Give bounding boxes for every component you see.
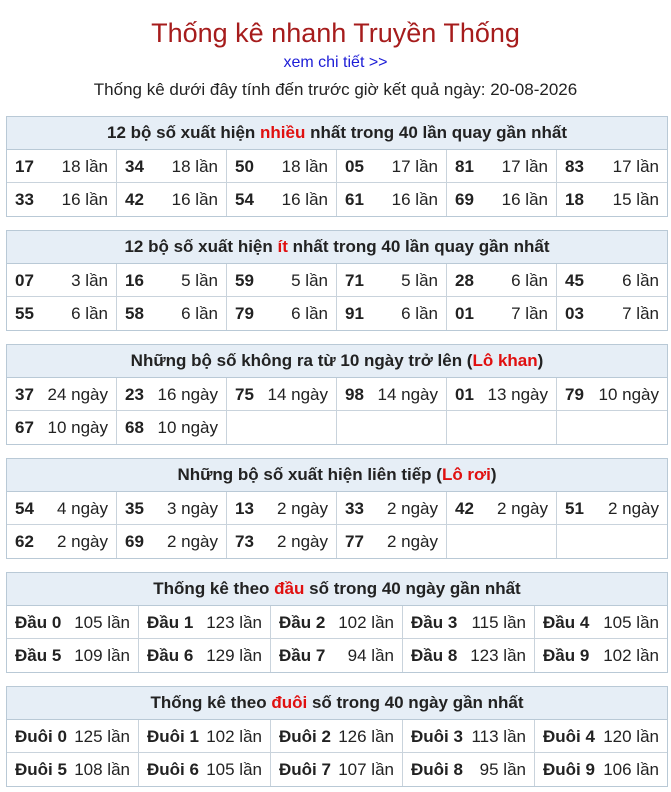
title-highlight: nhiều <box>260 123 306 142</box>
stat-cell <box>447 492 557 525</box>
stat-count: 102 lần <box>206 727 262 746</box>
stat-number: 05 <box>345 157 364 176</box>
stat-count: 107 lần <box>338 760 394 779</box>
stat-cell <box>535 606 667 639</box>
stat-number: Đuôi 0 <box>15 727 67 746</box>
stat-cell <box>271 639 403 672</box>
title-text: số trong 40 ngày gần nhất <box>304 579 521 598</box>
stat-count: 16 lần <box>391 190 438 209</box>
stat-number: 61 <box>345 190 364 209</box>
stat-number: 35 <box>125 499 144 518</box>
stat-number: 16 <box>125 271 144 290</box>
stat-count: 14 ngày <box>267 385 328 404</box>
stat-cell <box>337 183 447 216</box>
stat-cell <box>447 183 557 216</box>
stat-count: 2 ngày <box>166 532 218 551</box>
stat-cell <box>403 720 535 753</box>
stat-count: 95 lần <box>479 760 526 779</box>
stat-count: 6 lần <box>622 271 659 290</box>
stat-count: 2 ngày <box>276 532 328 551</box>
stat-count: 2 ngày <box>607 499 659 518</box>
stat-count: 17 lần <box>501 157 548 176</box>
stat-number: 37 <box>15 385 34 404</box>
stat-cell <box>337 150 447 183</box>
stat-number: 69 <box>455 190 474 209</box>
stat-cell <box>117 150 227 183</box>
stat-cell <box>117 525 227 558</box>
stat-number: 79 <box>565 385 584 404</box>
stat-cell <box>139 753 271 786</box>
stat-count: 24 ngày <box>47 385 108 404</box>
stat-cell <box>117 183 227 216</box>
stat-count: 16 ngày <box>157 385 218 404</box>
stat-cell <box>7 720 139 753</box>
stat-cell <box>557 264 667 297</box>
stat-cell <box>117 264 227 297</box>
stat-number: 67 <box>15 418 34 437</box>
stat-number: 79 <box>235 304 254 323</box>
stat-count: 7 lần <box>511 304 548 323</box>
stat-count: 5 lần <box>291 271 328 290</box>
stat-cell <box>227 378 337 411</box>
stat-number: Đầu 6 <box>147 646 194 665</box>
stat-count: 102 lần <box>603 646 659 665</box>
title-text: nhất trong 40 lần quay gần nhất <box>287 237 550 256</box>
stat-cell <box>447 411 557 444</box>
title-text: Những bộ số xuất hiện liên tiếp ( <box>177 465 442 484</box>
stat-number: 01 <box>455 304 474 323</box>
stat-number: Đuôi 1 <box>147 727 199 746</box>
stat-number: 33 <box>15 190 34 209</box>
stat-number: 71 <box>345 271 364 290</box>
stat-count: 123 lần <box>206 613 262 632</box>
section-title <box>7 117 667 150</box>
stat-cell <box>227 411 337 444</box>
stat-number: 28 <box>455 271 474 290</box>
stats-grid <box>7 606 667 672</box>
stat-cell <box>447 264 557 297</box>
stat-number: Đuôi 9 <box>543 760 595 779</box>
stat-count: 10 ngày <box>157 418 218 437</box>
stat-count: 106 lần <box>603 760 659 779</box>
stat-count: 10 ngày <box>47 418 108 437</box>
stat-count: 105 lần <box>74 613 130 632</box>
stat-cell <box>403 639 535 672</box>
stat-count: 6 lần <box>71 304 108 323</box>
stat-cell <box>447 525 557 558</box>
stat-count: 10 ngày <box>598 385 659 404</box>
stat-count: 2 ngày <box>496 499 548 518</box>
stat-count: 13 ngày <box>487 385 548 404</box>
stat-number: Đầu 0 <box>15 613 62 632</box>
stat-count: 115 lần <box>471 613 526 632</box>
stat-number: Đầu 4 <box>543 613 590 632</box>
stat-number: Đuôi 2 <box>279 727 331 746</box>
stat-number: 81 <box>455 157 474 176</box>
title-text: số trong 40 ngày gần nhất <box>307 693 524 712</box>
stat-number: 83 <box>565 157 584 176</box>
stat-cell <box>139 720 271 753</box>
stat-number: 75 <box>235 385 254 404</box>
stat-count: 16 lần <box>61 190 108 209</box>
stat-count: 2 ngày <box>386 499 438 518</box>
stat-count: 6 lần <box>181 304 218 323</box>
stat-cell <box>227 150 337 183</box>
stat-cell <box>557 525 667 558</box>
stat-cell <box>227 264 337 297</box>
title-text: 12 bộ số xuất hiện <box>124 237 278 256</box>
stat-count: 6 lần <box>401 304 438 323</box>
stat-cell <box>447 297 557 330</box>
stat-number: 34 <box>125 157 144 176</box>
stat-cell <box>535 639 667 672</box>
stat-cell <box>7 150 117 183</box>
title-highlight: Lô khan <box>472 351 538 370</box>
stat-cell <box>227 492 337 525</box>
stat-number: 91 <box>345 304 364 323</box>
stat-cell <box>403 753 535 786</box>
stat-number: 13 <box>235 499 254 518</box>
stat-number: 59 <box>235 271 254 290</box>
stat-cell <box>535 753 667 786</box>
stat-cell <box>7 639 139 672</box>
stat-count: 17 lần <box>612 157 659 176</box>
section-lo-roi <box>6 458 668 559</box>
section-head-digit <box>6 572 668 673</box>
section-least-frequent <box>6 230 668 331</box>
stat-cell <box>557 492 667 525</box>
stat-cell <box>535 720 667 753</box>
title-text: Những bộ số không ra từ 10 ngày trở lên ( <box>130 351 473 370</box>
stat-number: 98 <box>345 385 364 404</box>
stat-cell <box>447 150 557 183</box>
section-title <box>7 231 667 264</box>
title-text: Thống kê theo <box>153 579 275 598</box>
stat-count: 16 lần <box>281 190 328 209</box>
stat-number: 68 <box>125 418 144 437</box>
stat-cell <box>139 639 271 672</box>
stat-count: 4 ngày <box>56 499 108 518</box>
section-tail-digit <box>6 686 668 787</box>
stat-cell <box>227 525 337 558</box>
stat-cell <box>7 606 139 639</box>
stat-count: 6 lần <box>291 304 328 323</box>
stat-count: 109 lần <box>74 646 130 665</box>
stat-number: 03 <box>565 304 584 323</box>
stat-cell <box>337 297 447 330</box>
stat-count: 17 lần <box>391 157 438 176</box>
stats-grid <box>7 264 667 330</box>
stat-cell <box>557 150 667 183</box>
stat-number: Đầu 1 <box>147 613 194 632</box>
stat-count: 7 lần <box>622 304 659 323</box>
stat-cell <box>337 411 447 444</box>
stat-number: 62 <box>15 532 34 551</box>
stat-cell <box>117 411 227 444</box>
stat-number: Đuôi 7 <box>279 760 331 779</box>
stat-count: 6 lần <box>511 271 548 290</box>
stat-count: 94 lần <box>347 646 394 665</box>
stat-number: 23 <box>125 385 144 404</box>
stat-count: 129 lần <box>206 646 262 665</box>
stat-number: Đuôi 3 <box>411 727 463 746</box>
stat-cell <box>227 183 337 216</box>
stat-number: Đầu 9 <box>543 646 590 665</box>
title-highlight: ít <box>277 237 288 256</box>
stat-count: 14 ngày <box>377 385 438 404</box>
stat-number: 45 <box>565 271 584 290</box>
stat-number: 77 <box>345 532 364 551</box>
title-highlight: đuôi <box>271 693 308 712</box>
stat-cell <box>337 525 447 558</box>
stat-number: 58 <box>125 304 144 323</box>
stat-cell <box>557 297 667 330</box>
title-text: ) <box>537 351 544 370</box>
section-title <box>7 687 667 720</box>
page-header <box>0 0 671 101</box>
stat-number: 33 <box>345 499 364 518</box>
page-title: Thống kê nhanh Truyền Thống <box>151 18 520 48</box>
stat-number: 18 <box>565 190 584 209</box>
stat-cell <box>227 297 337 330</box>
stat-cell <box>117 492 227 525</box>
stat-cell <box>139 606 271 639</box>
stat-cell <box>557 411 667 444</box>
stat-count: 2 ngày <box>386 532 438 551</box>
stats-grid <box>7 492 667 558</box>
stat-cell <box>7 525 117 558</box>
stat-number: 73 <box>235 532 254 551</box>
stat-count: 16 lần <box>501 190 548 209</box>
stat-number: 07 <box>15 271 34 290</box>
section-most-frequent <box>6 116 668 217</box>
stat-cell <box>557 183 667 216</box>
title-text: nhất trong 40 lần quay gần nhất <box>305 123 568 142</box>
stat-cell <box>7 264 117 297</box>
stat-count: 3 lần <box>71 271 108 290</box>
stat-count: 18 lần <box>171 157 218 176</box>
stat-count: 3 ngày <box>166 499 218 518</box>
stat-number: Đầu 2 <box>279 613 326 632</box>
stat-number: Đuôi 5 <box>15 760 67 779</box>
stat-cell <box>117 378 227 411</box>
stat-count: 5 lần <box>401 271 438 290</box>
stat-number: 42 <box>455 499 474 518</box>
stat-count: 2 ngày <box>276 499 328 518</box>
stat-cell <box>7 378 117 411</box>
stat-number: Đầu 3 <box>411 613 458 632</box>
stat-cell <box>337 492 447 525</box>
stat-number: Đuôi 4 <box>543 727 595 746</box>
stat-number: Đầu 5 <box>15 646 62 665</box>
stat-count: 18 lần <box>61 157 108 176</box>
page-subtitle: Thống kê dưới đây tính đến trước giờ kết quả ngày: 20-08-2026 <box>93 80 578 99</box>
title-highlight: đầu <box>274 579 305 598</box>
stat-number: 54 <box>15 499 34 518</box>
stat-number: 17 <box>15 157 34 176</box>
details-link[interactable]: xem chi tiết >> <box>283 54 388 71</box>
stat-count: 2 ngày <box>56 532 108 551</box>
stat-cell <box>7 753 139 786</box>
stat-cell <box>7 411 117 444</box>
stat-count: 5 lần <box>181 271 218 290</box>
stat-number: 50 <box>235 157 254 176</box>
stat-count: 120 lần <box>603 727 659 746</box>
stat-cell <box>271 753 403 786</box>
stats-grid <box>7 150 667 216</box>
title-text: 12 bộ số xuất hiện <box>106 123 261 142</box>
stat-number: 51 <box>565 499 584 518</box>
stat-number: 54 <box>235 190 254 209</box>
section-title <box>7 459 667 492</box>
stat-cell <box>7 297 117 330</box>
stat-count: 126 lần <box>338 727 394 746</box>
stat-count: 105 lần <box>603 613 659 632</box>
stat-count: 15 lần <box>612 190 659 209</box>
stat-cell <box>337 378 447 411</box>
stat-number: Đuôi 6 <box>147 760 199 779</box>
stat-count: 125 lần <box>74 727 130 746</box>
stats-grid <box>7 378 667 444</box>
stat-cell <box>403 606 535 639</box>
section-lo-khan <box>6 344 668 445</box>
section-title <box>7 345 667 378</box>
stat-number: Đầu 8 <box>411 646 458 665</box>
stat-count: 16 lần <box>171 190 218 209</box>
stat-count: 113 lần <box>471 727 526 746</box>
title-text: ) <box>490 465 497 484</box>
stat-cell <box>7 492 117 525</box>
stat-number: Đầu 7 <box>279 646 326 665</box>
stats-grid <box>7 720 667 786</box>
stat-cell <box>337 264 447 297</box>
stat-cell <box>447 378 557 411</box>
stat-cell <box>557 378 667 411</box>
title-highlight: Lô rơi <box>441 465 491 484</box>
stat-count: 102 lần <box>338 613 394 632</box>
stat-cell <box>271 606 403 639</box>
stat-number: 69 <box>125 532 144 551</box>
stat-number: 01 <box>455 385 474 404</box>
stat-cell <box>117 297 227 330</box>
stat-cell <box>271 720 403 753</box>
stat-number: 55 <box>15 304 34 323</box>
title-text: Thống kê theo <box>150 693 272 712</box>
stat-cell <box>7 183 117 216</box>
stat-count: 108 lần <box>74 760 130 779</box>
stat-count: 105 lần <box>206 760 262 779</box>
section-title <box>7 573 667 606</box>
stat-count: 123 lần <box>470 646 526 665</box>
stat-number: 42 <box>125 190 144 209</box>
stat-count: 18 lần <box>281 157 328 176</box>
stat-number: Đuôi 8 <box>411 760 463 779</box>
